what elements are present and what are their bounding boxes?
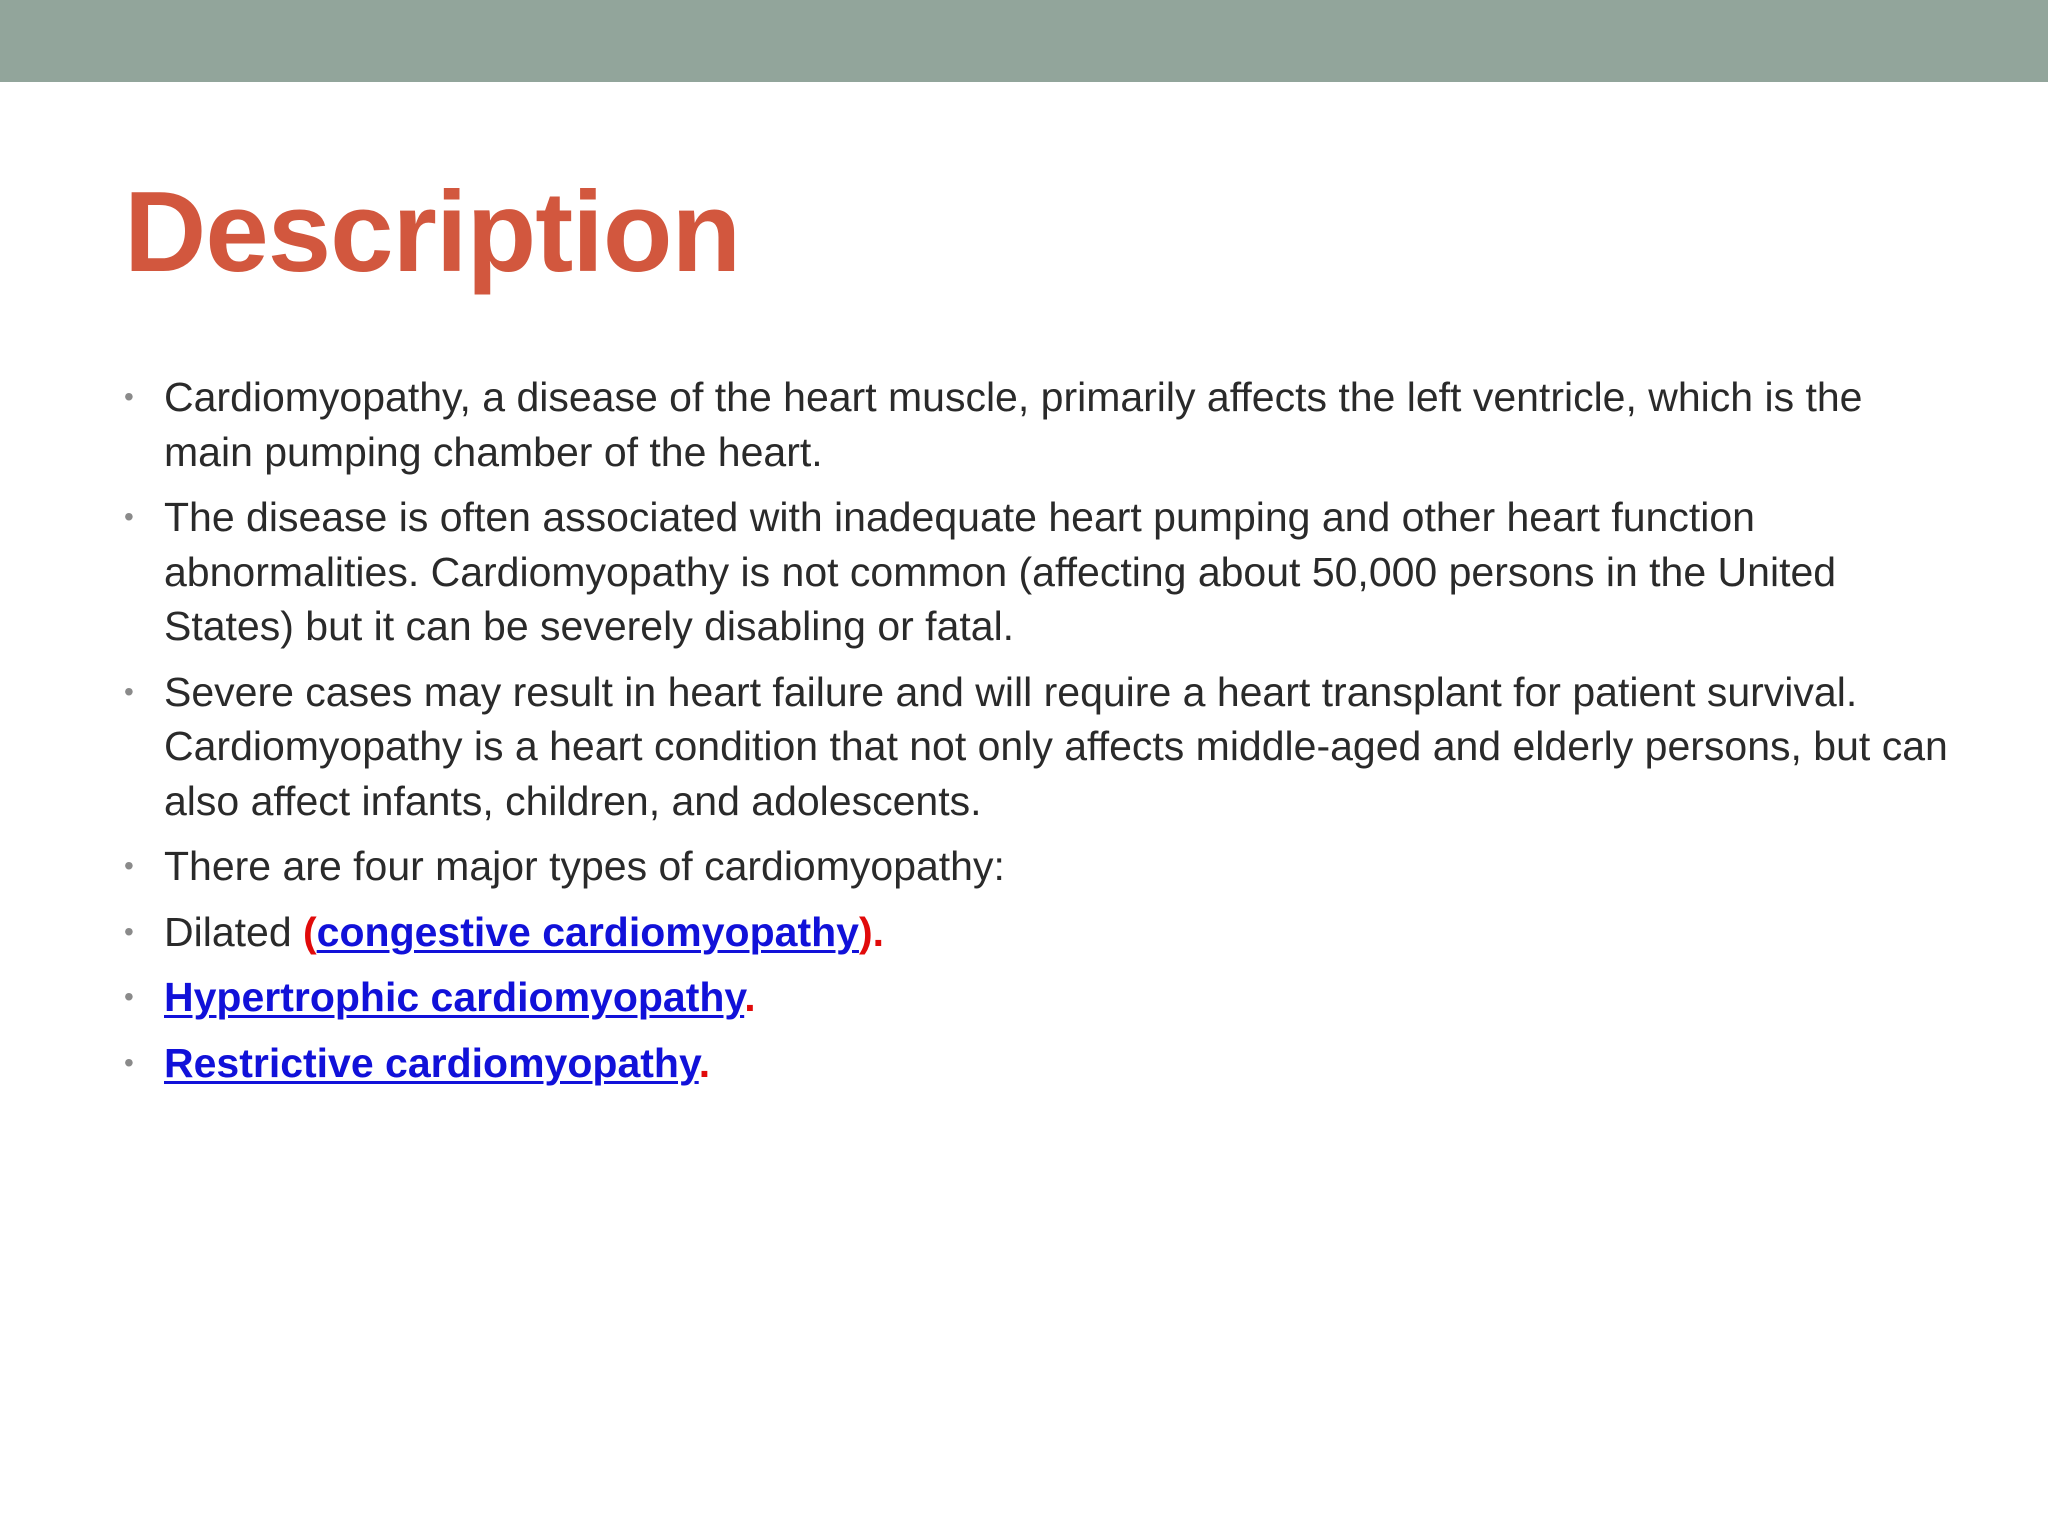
bullet-text: Severe cases may result in heart failure and will require a heart transplant for patient survival. Cardiomyopathy is a heart condition that not only affects middle-aged and elderly persons, but can also affect infants, children, and adolescents. <box>164 668 1948 824</box>
bullet-text: Cardiomyopathy, a disease of the heart muscle, primarily affects the left ventricle, which is the main pumping chamber of the heart. <box>164 374 1863 475</box>
bullet-list <box>124 370 1954 1101</box>
bullet-marker: • <box>124 981 134 1012</box>
bullet-item-restrictive <box>124 1036 1954 1091</box>
bullet-marker: • <box>124 381 134 412</box>
congestive-cardiomyopathy-link[interactable]: congestive cardiomyopathy <box>316 908 859 955</box>
period: . <box>698 1039 711 1086</box>
bullet-marker: • <box>124 501 134 532</box>
bullet-marker: • <box>124 675 134 707</box>
period: . <box>744 974 756 1020</box>
bullet-item-hypertrophic <box>124 970 1954 1025</box>
bullet-item <box>124 839 1954 894</box>
dilated-label: Dilated <box>164 908 304 955</box>
slide-title: Description <box>124 169 741 296</box>
top-bar <box>0 0 2048 82</box>
bullet-item-dilated <box>124 905 1954 960</box>
open-paren: ( <box>303 908 317 955</box>
bullet-marker: • <box>124 850 134 881</box>
bullet-item <box>124 490 1954 654</box>
restrictive-cardiomyopathy-link[interactable]: Restrictive cardiomyopathy <box>164 1039 699 1086</box>
hypertrophic-cardiomyopathy-link[interactable]: Hypertrophic cardiomyopathy <box>164 974 745 1020</box>
bullet-item <box>124 370 1954 479</box>
close-paren: ). <box>858 908 884 955</box>
bullet-text: The disease is often associated with inadequate heart pumping and other heart function abnormalities. Cardiomyopathy is not common (affecting about 50,000 persons in the United States) but it can be severely disabling or fatal. <box>164 494 1837 649</box>
bullet-marker: • <box>124 915 134 947</box>
bullet-text: There are four major types of cardiomyopathy: <box>164 843 1005 889</box>
bullet-marker: • <box>124 1046 134 1078</box>
bullet-item <box>124 665 1954 829</box>
